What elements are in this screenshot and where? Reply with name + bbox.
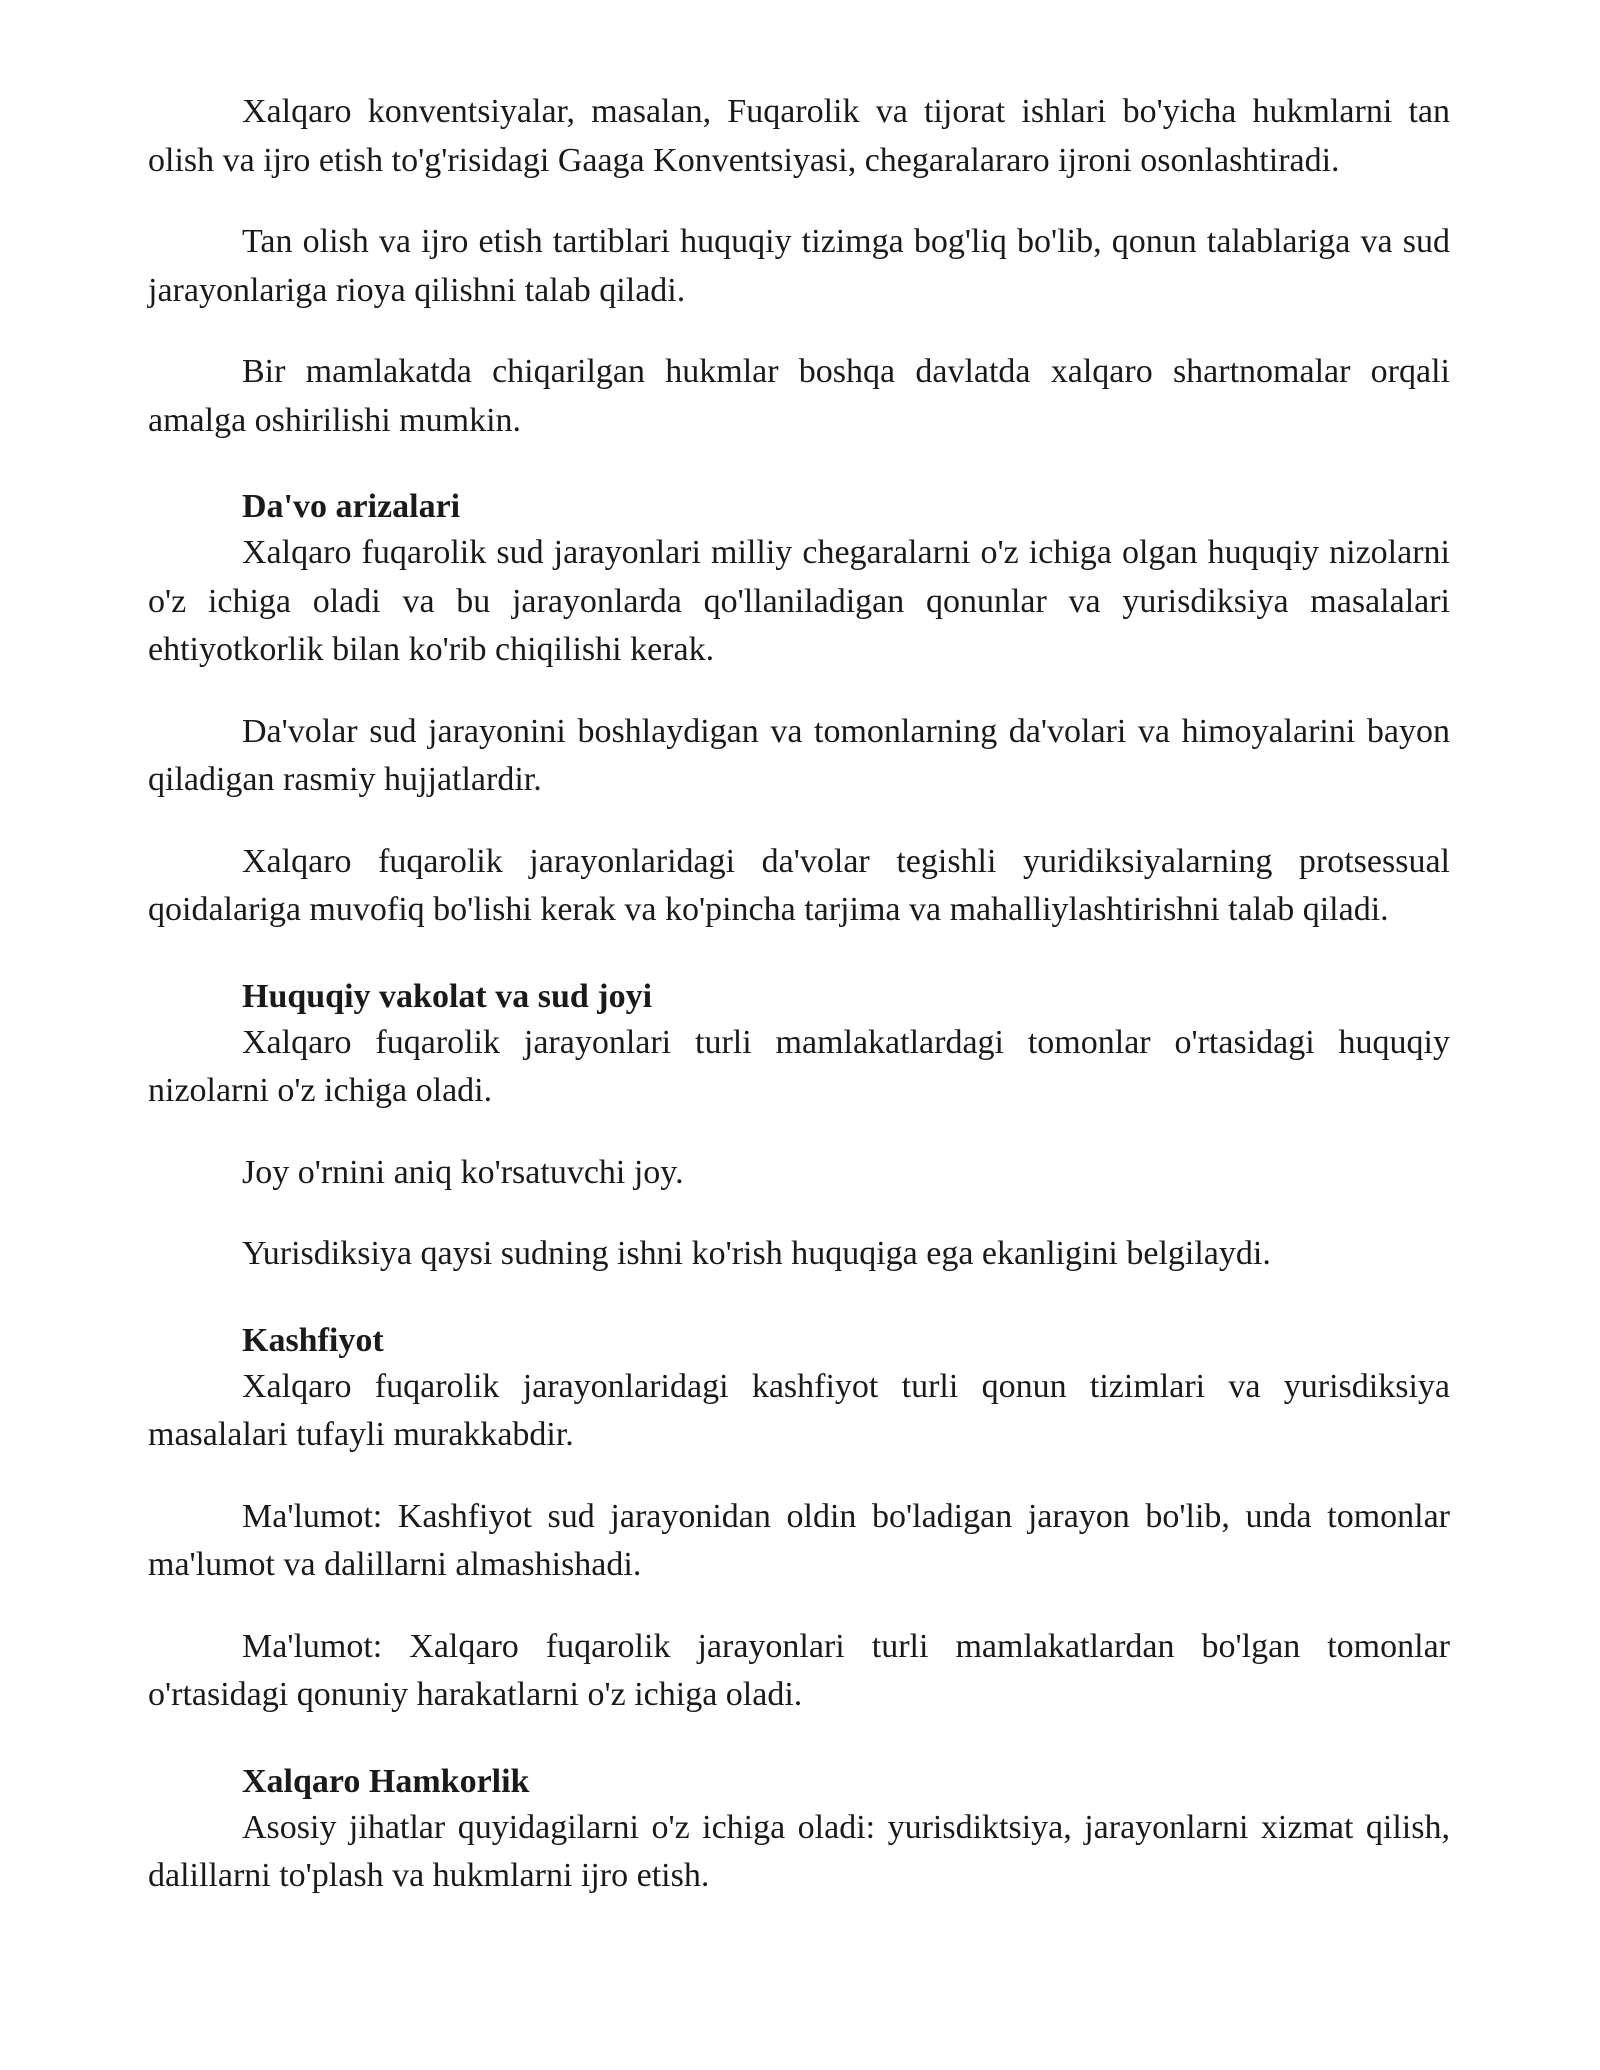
paragraph: Xalqaro fuqarolik jarayonlaridagi da'volar tegishli yuridiksiyalarning protsessual qoidalariga muvofiq bo'lishi kerak va ko'pincha tarjima va mahalliylashtirishni talab qiladi. <box>148 842 1450 928</box>
document-page <box>148 88 1450 1901</box>
paragraph: Yurisdiksiya qaysi sudning ishni ko'rish huquqiga ega ekanligini belgilaydi. <box>242 1235 1271 1272</box>
section-heading: Da'vo arizalari <box>242 488 461 525</box>
paragraph: Bir mamlakatda chiqarilgan hukmlar boshqa davlatda xalqaro shartnomalar orqali amalga oshirilishi mumkin. <box>148 353 1450 439</box>
paragraph: Da'volar sud jarayonini boshlaydigan va tomonlarning da'volari va himoyalarini bayon qiladigan rasmiy hujjatlardir. <box>148 712 1450 798</box>
paragraph: Ma'lumot: Xalqaro fuqarolik jarayonlari turli mamlakatlardan bo'lgan tomonlar o'rtasidagi qonuniy harakatlarni o'z ichiga oladi. <box>148 1627 1450 1713</box>
paragraph: Ma'lumot: Kashfiyot sud jarayonidan oldin bo'ladigan jarayon bo'lib, unda tomonlar ma'lumot va dalillarni almashishadi. <box>148 1497 1450 1583</box>
paragraph: Xalqaro konventsiyalar, masalan, Fuqarolik va tijorat ishlari bo'yicha hukmlarni tan olish va ijro etish to'g'risidagi Gaaga Konventsiyasi, chegaralararo ijroni osonlashtiradi. <box>148 93 1450 179</box>
section-heading: Xalqaro Hamkorlik <box>242 1762 530 1800</box>
paragraph: Xalqaro fuqarolik jarayonlaridagi kashfiyot turli qonun tizimlari va yurisdiksiya masalalari tufayli murakkabdir. <box>148 1367 1450 1453</box>
paragraph: Xalqaro fuqarolik jarayonlari turli mamlakatlardagi tomonlar o'rtasidagi huquqiy nizolarni o'z ichiga oladi. <box>148 1023 1450 1109</box>
paragraph: Asosiy jihatlar quyidagilarni o'z ichiga oladi: yurisdiktsiya, jarayonlarni xizmat qilish, dalillarni to'plash va hukmlarni ijro etish. <box>148 1808 1450 1894</box>
paragraph: Joy o'rnini aniq ko'rsatuvchi joy. <box>242 1153 684 1191</box>
paragraph: Tan olish va ijro etish tartiblari huquqiy tizimga bog'liq bo'lib, qonun talablariga va sud jarayonlariga rioya qilishni talab qiladi. <box>148 223 1450 309</box>
section-heading: Huquqiy vakolat va sud joyi <box>242 977 653 1015</box>
section-heading: Kashfiyot <box>242 1321 384 1359</box>
paragraph: Xalqaro fuqarolik sud jarayonlari milliy chegaralarni o'z ichiga olgan huquqiy nizolarni o'z ichiga oladi va bu jarayonlarda qo'llaniladigan qonunlar va yurisdiksiya masalalari ehtiyotkorlik bilan ko'rib chiqilishi kerak. <box>148 534 1450 668</box>
